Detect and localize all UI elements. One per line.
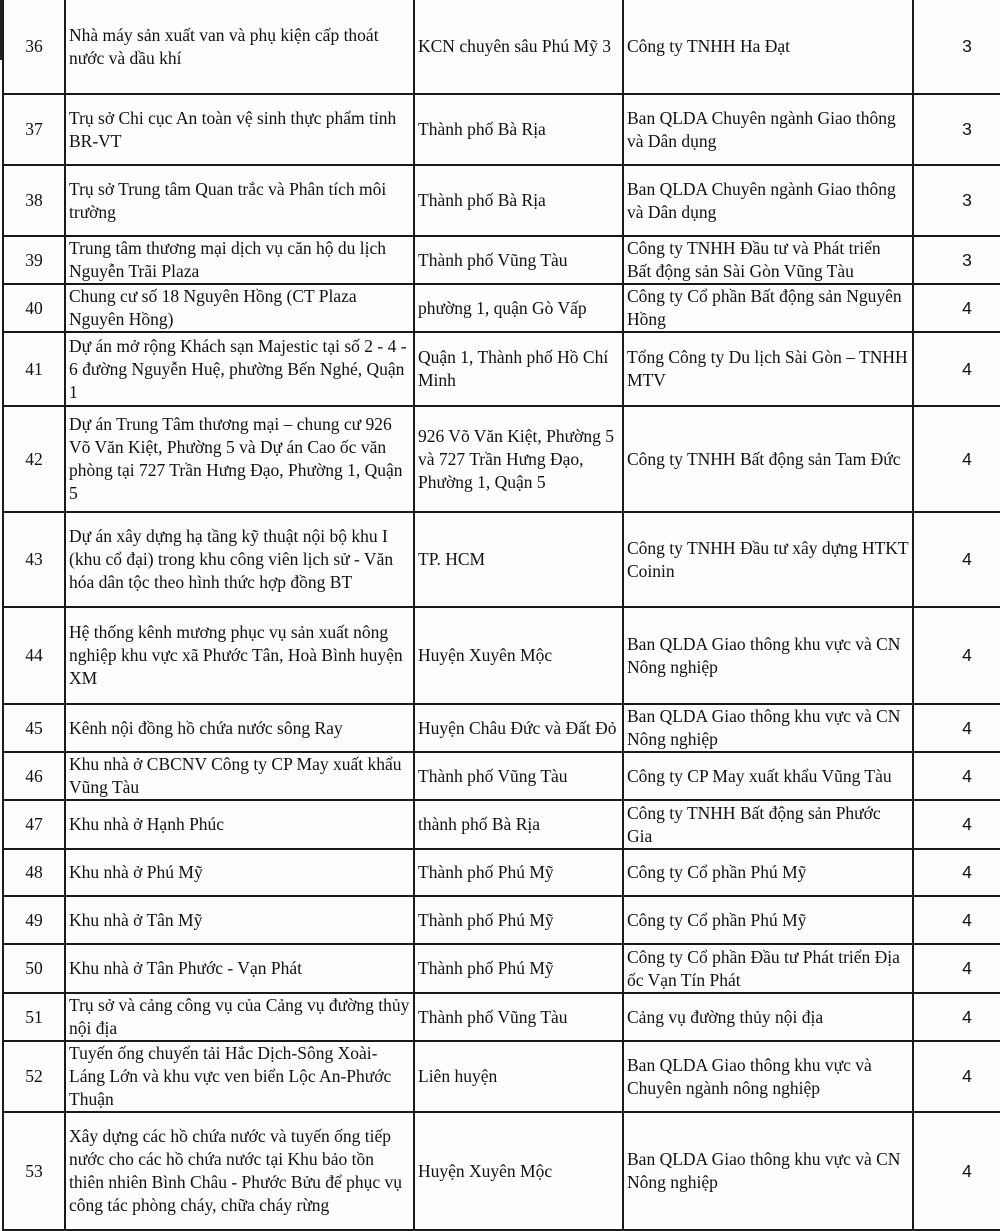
table-row: [3, 332, 1000, 406]
row-number: 48: [3, 849, 65, 896]
project-owner: Công ty TNHH Ha Đạt: [623, 0, 913, 94]
table-row: [3, 800, 1000, 849]
project-location: Thành phố Vũng Tàu: [414, 236, 623, 284]
project-group: 4: [913, 800, 1000, 849]
project-owner: Ban QLDA Giao thông khu vực và CN Nông nghiệp: [623, 607, 913, 704]
project-group: 4: [913, 704, 1000, 752]
project-name: Khu nhà ở Tân Phước - Vạn Phát: [65, 944, 414, 993]
project-location: Thành phố Phú Mỹ: [414, 896, 623, 944]
project-owner: Tổng Công ty Du lịch Sài Gòn – TNHH MTV: [623, 332, 913, 406]
table-row: [3, 607, 1000, 704]
project-group: 4: [913, 607, 1000, 704]
row-number: 36: [3, 0, 65, 94]
project-location: Thành phố Vũng Tàu: [414, 752, 623, 800]
project-group: 4: [913, 944, 1000, 993]
project-name: Khu nhà ở Hạnh Phúc: [65, 800, 414, 849]
project-location: Liên huyện: [414, 1041, 623, 1112]
project-location: Thành phố Phú Mỹ: [414, 944, 623, 993]
project-group: 4: [913, 752, 1000, 800]
row-number: 44: [3, 607, 65, 704]
table-row: [3, 993, 1000, 1041]
row-number: 43: [3, 512, 65, 607]
row-number: 42: [3, 406, 65, 512]
project-group: 4: [913, 993, 1000, 1041]
project-owner: Ban QLDA Chuyên ngành Giao thông và Dân dụng: [623, 94, 913, 165]
table-row: [3, 94, 1000, 165]
table-row: [3, 1041, 1000, 1112]
project-table: [2, 0, 1000, 1231]
project-name: Dự án mở rộng Khách sạn Majestic tại số 2 - 4 - 6 đường Nguyễn Huệ, phường Bến Nghé, Quận 1: [65, 332, 414, 406]
project-location: Huyện Xuyên Mộc: [414, 607, 623, 704]
project-location: phường 1, quận Gò Vấp: [414, 284, 623, 332]
project-owner: Công ty Cổ phần Phú Mỹ: [623, 849, 913, 896]
project-group: 3: [913, 236, 1000, 284]
row-number: 40: [3, 284, 65, 332]
project-group: 4: [913, 1041, 1000, 1112]
row-number: 53: [3, 1112, 65, 1230]
project-owner: Công ty TNHH Đầu tư và Phát triển Bất động sản Sài Gòn Vũng Tàu: [623, 236, 913, 284]
project-location: Thành phố Phú Mỹ: [414, 849, 623, 896]
project-owner: Công ty Cổ phần Đầu tư Phát triển Địa ốc Vạn Tín Phát: [623, 944, 913, 993]
row-number: 46: [3, 752, 65, 800]
project-name: Khu nhà ở Phú Mỹ: [65, 849, 414, 896]
project-name: Trung tâm thương mại dịch vụ căn hộ du lịch Nguyễn Trãi Plaza: [65, 236, 414, 284]
project-name: Dự án xây dựng hạ tầng kỹ thuật nội bộ khu I (khu cổ đại) trong khu công viên lịch sử - Văn hóa dân tộc theo hình thức hợp đồng BT: [65, 512, 414, 607]
project-name: Khu nhà ở Tân Mỹ: [65, 896, 414, 944]
project-group: 4: [913, 332, 1000, 406]
project-name: Nhà máy sản xuất van và phụ kiện cấp thoát nước và dầu khí: [65, 0, 414, 94]
project-name: Trụ sở Trung tâm Quan trắc và Phân tích môi trường: [65, 165, 414, 236]
row-number: 38: [3, 165, 65, 236]
project-location: Huyện Châu Đức và Đất Đỏ: [414, 704, 623, 752]
project-name: Xây dựng các hồ chứa nước và tuyến ống tiếp nước cho các hồ chứa nước tại Khu bảo tồn thiên nhiên Bình Châu - Phước Bửu để phục vụ công tác phòng cháy, chữa cháy rừng: [65, 1112, 414, 1230]
project-name: Kênh nội đồng hồ chứa nước sông Ray: [65, 704, 414, 752]
project-group: 4: [913, 849, 1000, 896]
table-row: [3, 0, 1000, 94]
project-group: 3: [913, 165, 1000, 236]
project-location: KCN chuyên sâu Phú Mỹ 3: [414, 0, 623, 94]
project-group: 4: [913, 896, 1000, 944]
row-number: 52: [3, 1041, 65, 1112]
table-row: [3, 896, 1000, 944]
project-name: Trụ sở Chi cục An toàn vệ sinh thực phẩm tỉnh BR-VT: [65, 94, 414, 165]
project-location: TP. HCM: [414, 512, 623, 607]
project-name: Khu nhà ở CBCNV Công ty CP May xuất khẩu Vũng Tàu: [65, 752, 414, 800]
project-location: thành phố Bà Rịa: [414, 800, 623, 849]
project-owner: Cảng vụ đường thủy nội địa: [623, 993, 913, 1041]
table-row: [3, 284, 1000, 332]
table-row: [3, 752, 1000, 800]
row-number: 39: [3, 236, 65, 284]
project-group: 3: [913, 94, 1000, 165]
project-name: Tuyến ống chuyển tải Hắc Dịch-Sông Xoài-Láng Lớn và khu vực ven biển Lộc An-Phước Thuận: [65, 1041, 414, 1112]
project-owner: Công ty TNHH Đầu tư xây dựng HTKT Coinin: [623, 512, 913, 607]
project-location: Thành phố Bà Rịa: [414, 165, 623, 236]
project-group: 4: [913, 284, 1000, 332]
table-row: [3, 406, 1000, 512]
project-location: Huyện Xuyên Mộc: [414, 1112, 623, 1230]
project-name: Chung cư số 18 Nguyên Hồng (CT Plaza Nguyên Hồng): [65, 284, 414, 332]
project-group: 4: [913, 1112, 1000, 1230]
table-row: [3, 704, 1000, 752]
table-row: [3, 236, 1000, 284]
project-owner: Công ty TNHH Bất động sản Phước Gia: [623, 800, 913, 849]
project-group: 4: [913, 512, 1000, 607]
project-owner: Ban QLDA Giao thông khu vực và CN Nông nghiệp: [623, 704, 913, 752]
project-owner: Ban QLDA Giao thông khu vực và Chuyên ngành nông nghiệp: [623, 1041, 913, 1112]
project-owner: Công ty TNHH Bất động sản Tam Đức: [623, 406, 913, 512]
row-number: 47: [3, 800, 65, 849]
table-row: [3, 1112, 1000, 1230]
project-name: Dự án Trung Tâm thương mại – chung cư 926 Võ Văn Kiệt, Phường 5 và Dự án Cao ốc văn phòng tại 727 Trần Hưng Đạo, Phường 1, Quận 5: [65, 406, 414, 512]
row-number: 51: [3, 993, 65, 1041]
table-row: [3, 165, 1000, 236]
project-owner: Ban QLDA Chuyên ngành Giao thông và Dân dụng: [623, 165, 913, 236]
row-number: 37: [3, 94, 65, 165]
row-number: 50: [3, 944, 65, 993]
row-number: 45: [3, 704, 65, 752]
project-name: Trụ sở và cảng công vụ của Cảng vụ đường thủy nội địa: [65, 993, 414, 1041]
table-row: [3, 849, 1000, 896]
project-group: 4: [913, 406, 1000, 512]
project-location: Thành phố Bà Rịa: [414, 94, 623, 165]
project-location: 926 Võ Văn Kiệt, Phường 5 và 727 Trần Hưng Đạo, Phường 1, Quận 5: [414, 406, 623, 512]
project-group: 3: [913, 0, 1000, 94]
project-location: Thành phố Vũng Tàu: [414, 993, 623, 1041]
project-owner: Công ty Cổ phần Phú Mỹ: [623, 896, 913, 944]
project-owner: Công ty CP May xuất khẩu Vũng Tàu: [623, 752, 913, 800]
project-location: Quận 1, Thành phố Hồ Chí Minh: [414, 332, 623, 406]
project-owner: Ban QLDA Giao thông khu vực và CN Nông nghiệp: [623, 1112, 913, 1230]
project-name: Hệ thống kênh mương phục vụ sản xuất nông nghiệp khu vực xã Phước Tân, Hoà Bình huyện XM: [65, 607, 414, 704]
row-number: 41: [3, 332, 65, 406]
project-table-body: [3, 0, 1000, 1230]
project-owner: Công ty Cổ phần Bất động sản Nguyên Hồng: [623, 284, 913, 332]
table-row: [3, 944, 1000, 993]
table-row: [3, 512, 1000, 607]
row-number: 49: [3, 896, 65, 944]
